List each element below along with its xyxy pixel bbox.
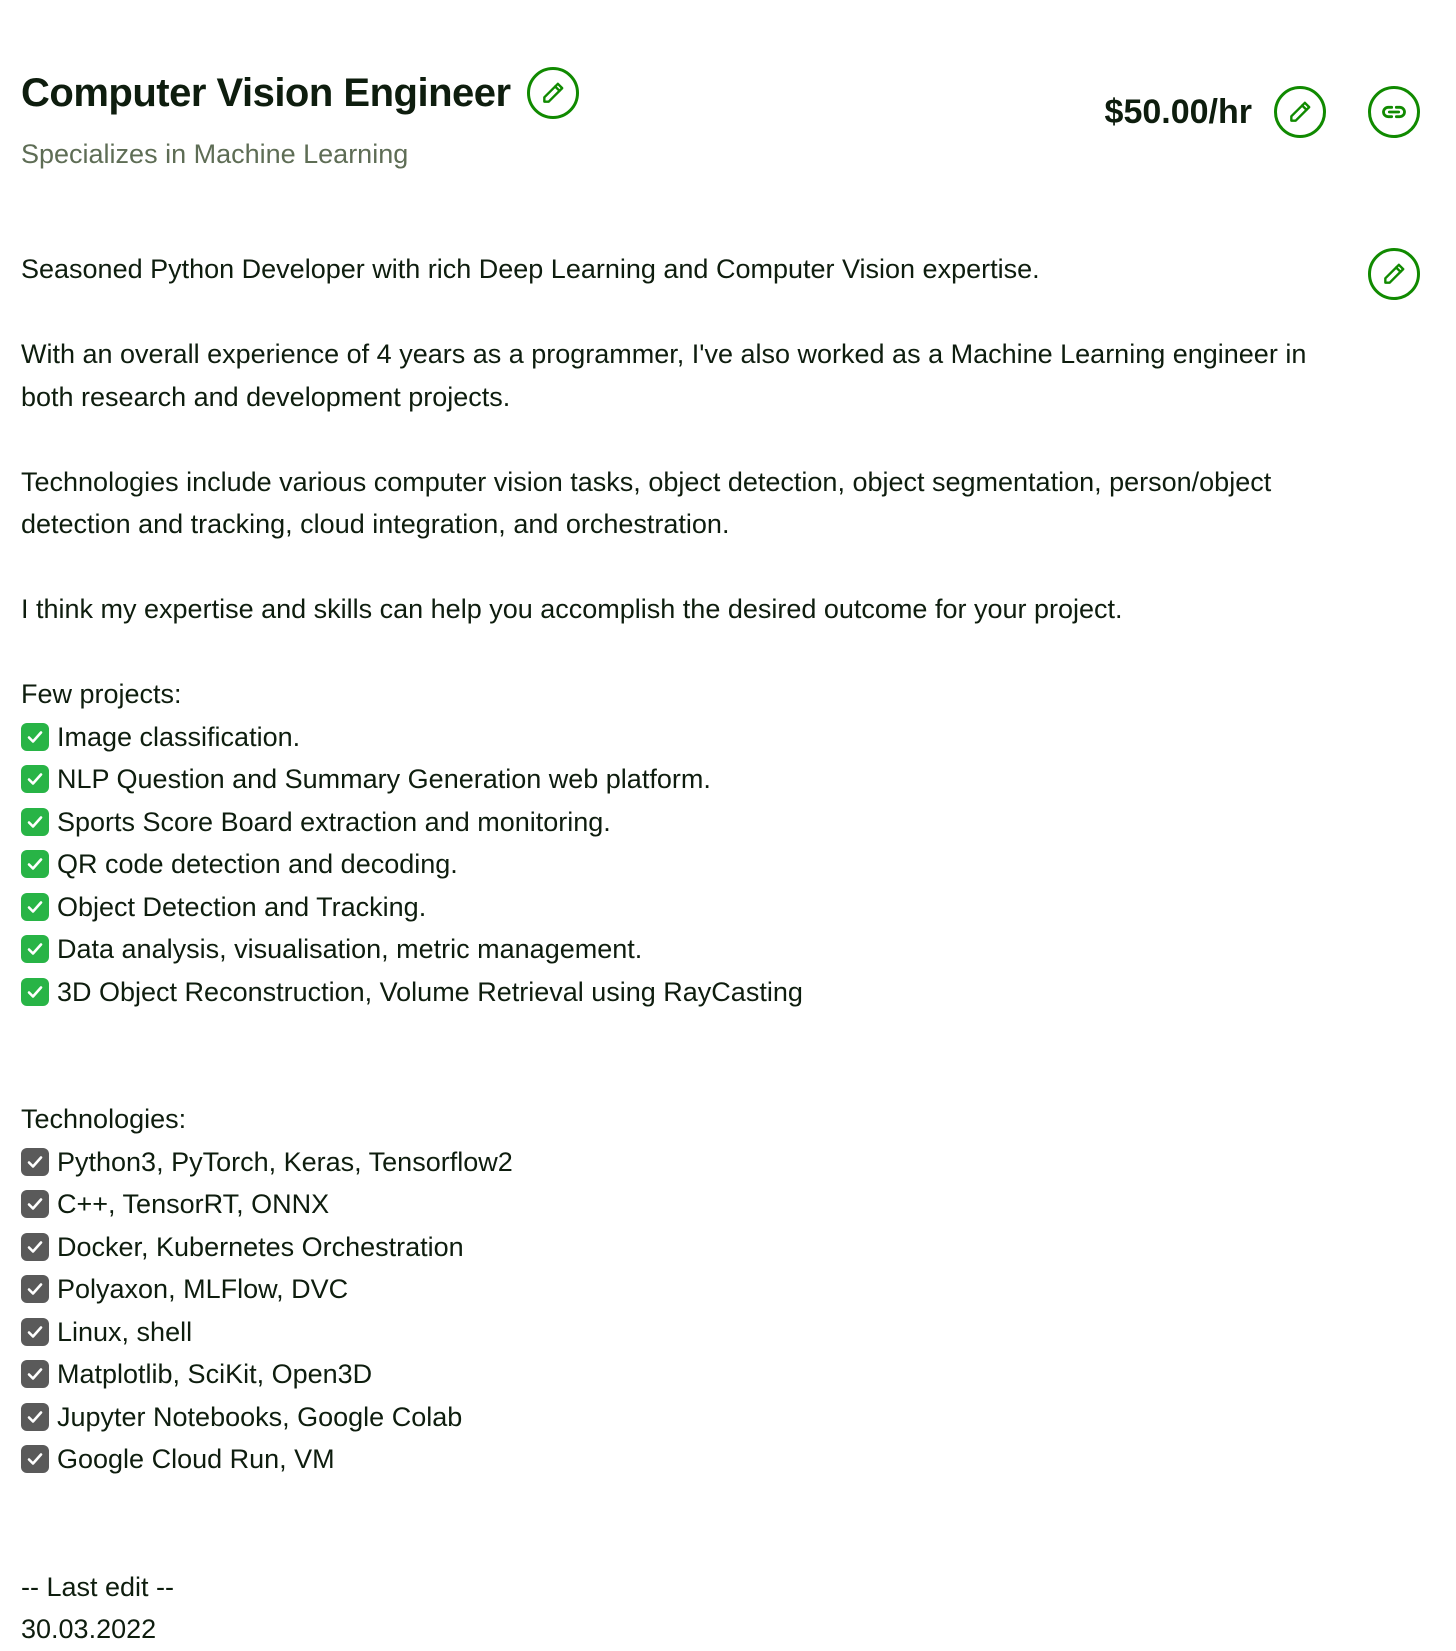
overview-intro: Seasoned Python Developer with rich Deep Learning and Computer Vision expertise. — [21, 254, 1040, 284]
pencil-icon — [1381, 261, 1407, 287]
grey-check-icon — [21, 1275, 49, 1303]
list-item — [21, 1438, 1361, 1481]
list-item — [21, 886, 1361, 929]
list-item — [21, 758, 1361, 801]
green-check-icon — [21, 723, 49, 751]
grey-check-icon — [21, 1190, 49, 1218]
profile-overview — [21, 248, 1361, 1651]
list-item — [21, 716, 1361, 759]
hourly-rate: $50.00/hr — [1104, 92, 1252, 131]
list-item — [21, 928, 1361, 971]
project-label: Sports Score Board extraction and monitoring. — [57, 806, 611, 837]
list-item — [21, 971, 1361, 1014]
project-label: Image classification. — [57, 721, 301, 752]
specialization-subtitle: Specializes in Machine Learning — [21, 139, 409, 169]
grey-check-icon — [21, 1318, 49, 1346]
pencil-icon — [1287, 99, 1313, 125]
projects-list — [21, 716, 1361, 1014]
list-item — [21, 843, 1361, 886]
pencil-icon — [540, 80, 566, 106]
project-label: NLP Question and Summary Generation web platform. — [57, 764, 711, 794]
overview-technologies-summary: Technologies include various computer vision tasks, object detection, object segmentation, person/object detection and tracking, cloud integration, and orchestration. — [21, 466, 1272, 539]
project-label: Object Detection and Tracking. — [57, 891, 427, 922]
project-label: 3D Object Reconstruction, Volume Retrieval using RayCasting — [57, 976, 803, 1007]
grey-check-icon — [21, 1360, 49, 1388]
technologies-list — [21, 1141, 1361, 1481]
grey-check-icon — [21, 1148, 49, 1176]
technologies-heading: Technologies: — [21, 1104, 187, 1134]
technology-label: C++, TensorRT, ONNX — [57, 1189, 330, 1219]
technology-label: Linux, shell — [57, 1316, 193, 1347]
green-check-icon — [21, 850, 49, 878]
list-item — [21, 1268, 1361, 1311]
green-check-icon — [21, 978, 49, 1006]
list-item — [21, 1353, 1361, 1396]
page-title: Computer Vision Engineer — [21, 71, 511, 115]
project-label: Data analysis, visualisation, metric management. — [57, 934, 643, 964]
list-item — [21, 1396, 1361, 1439]
technology-label: Google Cloud Run, VM — [57, 1444, 335, 1474]
rate-block — [1105, 86, 1420, 138]
technology-label: Jupyter Notebooks, Google Colab — [57, 1401, 463, 1432]
list-item — [21, 1311, 1361, 1354]
last-edit-date: 30.03.2022 — [21, 1614, 157, 1644]
green-check-icon — [21, 808, 49, 836]
link-icon — [1380, 98, 1408, 126]
technology-label: Matplotlib, SciKit, Open3D — [57, 1359, 373, 1389]
list-item — [21, 1183, 1361, 1226]
last-edit-label: -- Last edit -- — [21, 1571, 175, 1602]
technology-label: Docker, Kubernetes Orchestration — [57, 1231, 464, 1262]
projects-heading: Few projects: — [21, 679, 182, 709]
edit-rate-button[interactable] — [1274, 86, 1326, 138]
overview-closing: I think my expertise and skills can help you accomplish the desired outcome for your project. — [21, 594, 1123, 624]
green-check-icon — [21, 893, 49, 921]
technology-label: Polyaxon, MLFlow, DVC — [57, 1274, 349, 1304]
overview-experience: With an overall experience of 4 years as a programmer, I've also worked as a Machine Learning engineer in both research and development projects. — [21, 339, 1307, 412]
grey-check-icon — [21, 1403, 49, 1431]
grey-check-icon — [21, 1233, 49, 1261]
copy-link-button[interactable] — [1368, 86, 1420, 138]
technology-label: Python3, PyTorch, Keras, Tensorflow2 — [57, 1146, 513, 1177]
grey-check-icon — [21, 1445, 49, 1473]
project-label: QR code detection and decoding. — [57, 849, 458, 879]
green-check-icon — [21, 765, 49, 793]
green-check-icon — [21, 935, 49, 963]
list-item — [21, 1226, 1361, 1269]
edit-title-button[interactable] — [527, 67, 579, 119]
list-item — [21, 801, 1361, 844]
list-item — [21, 1141, 1361, 1184]
edit-overview-button[interactable] — [1368, 248, 1420, 300]
